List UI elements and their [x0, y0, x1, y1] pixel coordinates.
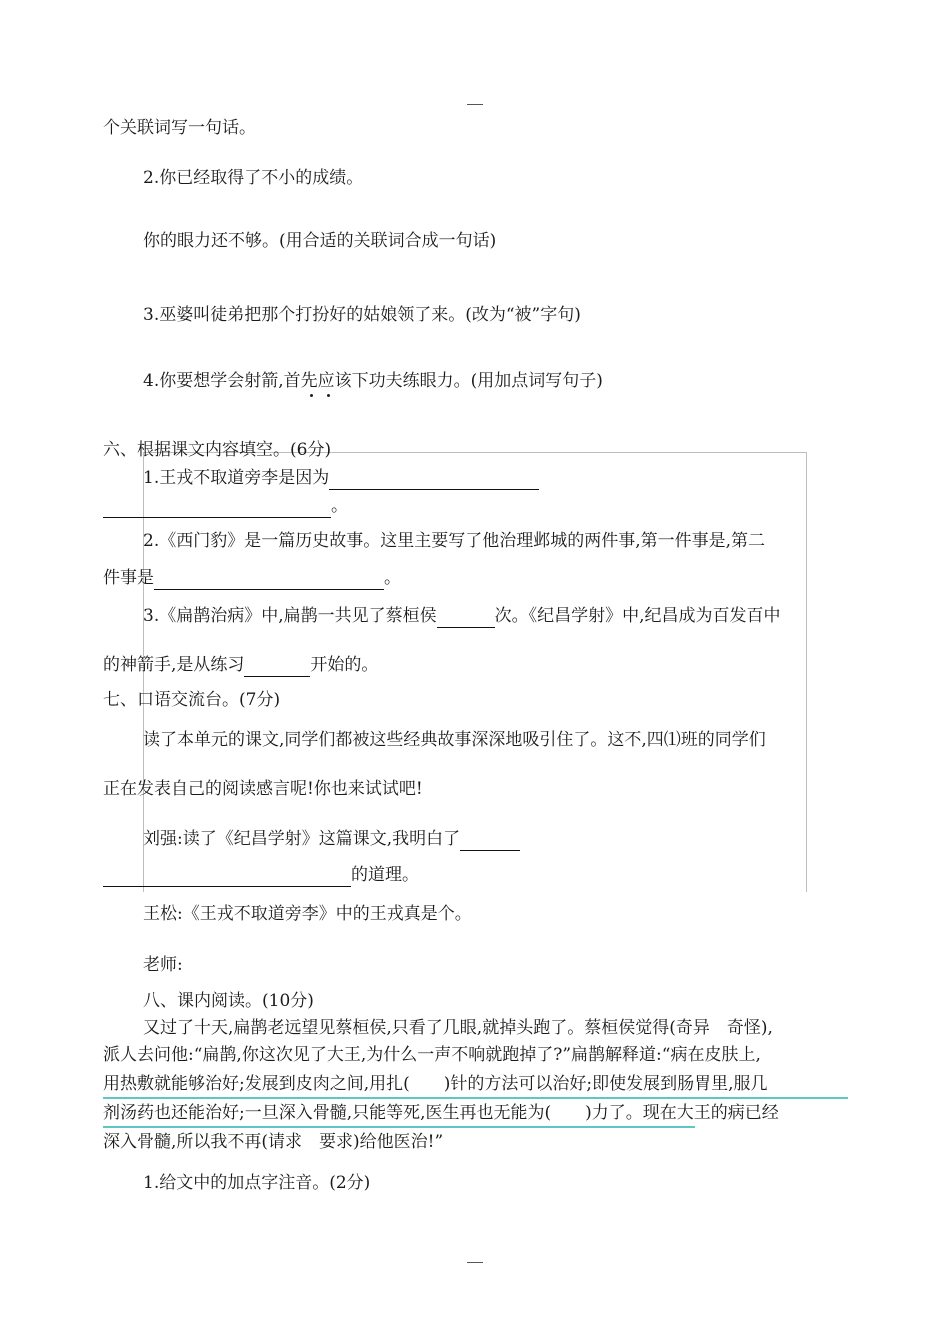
- page-bottom-mark: [467, 1262, 483, 1263]
- section7-liu-end: 的道理。: [351, 865, 419, 885]
- section6-q3-text-c: 的神箭手,是从练习: [103, 655, 245, 675]
- section6-q2-label: 件事是: [103, 568, 154, 588]
- section6-q2-cont: [103, 566, 401, 590]
- section7-para2: 正在发表自己的阅读感言呢!你也来试试吧!: [103, 779, 423, 799]
- section6-q2: 2.《西门豹》是一篇历史故事。这里主要写了他治理邺城的两件事,第一件事是,第二: [143, 531, 766, 551]
- section8-title: 八、课内阅读。(10分): [143, 991, 314, 1011]
- section5-continuation: 个关联词写一句话。: [103, 118, 256, 138]
- section7-wang: 王松:《王戎不取道旁李》中的王戎真是个。: [143, 904, 472, 924]
- answer-blank[interactable]: [103, 868, 351, 887]
- section7-para1: 读了本单元的课文,同学们都被这些经典故事深深地吸引住了。这不,四⑴班的同学们: [143, 730, 766, 750]
- section5-q4: 4.你要想学会射箭,首先应该下功夫练眼力。(用加点词写句子): [143, 371, 603, 391]
- section6-q3-text-d: 开始的。: [310, 655, 379, 675]
- passage-line1: 又过了十天,扁鹊老远望见蔡桓侯,只看了几眼,就掉头跑了。蔡桓侯觉得(奇异 奇怪),: [143, 1018, 773, 1038]
- page-top-mark: [467, 104, 483, 105]
- answer-blank[interactable]: [244, 658, 310, 677]
- frame-right-line: [806, 452, 807, 892]
- section5-q3: 3.巫婆叫徒弟把那个打扮好的姑娘领了来。(改为“被”字句): [143, 305, 581, 325]
- section6-q1-text: 1.王戎不取道旁李是因为: [143, 468, 330, 488]
- section7-liu: [143, 827, 520, 851]
- answer-blank[interactable]: [103, 499, 331, 518]
- passage-line4: 剂汤药也还能治好;一旦深入骨髓,只能等死,医生再也无能为( )力了。现在大王的病已经: [103, 1103, 779, 1123]
- section8-q1: 1.给文中的加点字注音。(2分): [143, 1173, 371, 1193]
- passage-line3: 用热敷就能够治好;发展到皮肉之间,用扎( )针的方法可以治好;即使发展到肠胃里,服几: [103, 1074, 768, 1094]
- section7-liu-cont: [103, 863, 419, 887]
- passage-line2: 派人去问他:“扁鹊,你这次见了大王,为什么一声不响就跑掉了?”扁鹊解释道:“病在皮肤上,: [103, 1045, 761, 1065]
- emphasis-dot: [327, 394, 330, 397]
- highlight-underline: [103, 1126, 695, 1128]
- section6-q1-end: 。: [331, 496, 348, 516]
- section6-q1: [143, 466, 539, 490]
- section6-q2-end: 。: [384, 568, 401, 588]
- section6-q3-text-b: 次。《纪昌学射》中,纪昌成为百发百中: [494, 606, 781, 626]
- section6-title: 六、根据课文内容填空。(6分): [103, 440, 332, 460]
- section6-q3-text-a: 3.《扁鹊治病》中,扁鹊一共见了蔡桓侯: [143, 606, 437, 626]
- emphasis-dot: [310, 394, 313, 397]
- answer-blank[interactable]: [460, 832, 520, 851]
- section5-q2-line1: 2.你已经取得了不小的成绩。: [143, 168, 364, 188]
- answer-blank[interactable]: [437, 609, 495, 628]
- section7-title: 七、口语交流台。(7分): [103, 690, 281, 710]
- section5-q2-line2: 你的眼力还不够。(用合适的关联词合成一句话): [143, 231, 497, 251]
- highlight-underline: [103, 1097, 848, 1099]
- section6-q3: [143, 604, 781, 628]
- section7-teacher: 老师:: [143, 955, 183, 975]
- answer-blank[interactable]: [154, 571, 384, 590]
- passage-line5: 深入骨髓,所以我不再(请求 要求)给他医治!”: [103, 1132, 444, 1152]
- section6-q3-cont: [103, 653, 378, 677]
- section6-q1-cont: [103, 494, 348, 518]
- answer-blank[interactable]: [329, 471, 539, 490]
- section7-liu-text: 刘强:读了《纪昌学射》这篇课文,我明白了: [143, 829, 461, 849]
